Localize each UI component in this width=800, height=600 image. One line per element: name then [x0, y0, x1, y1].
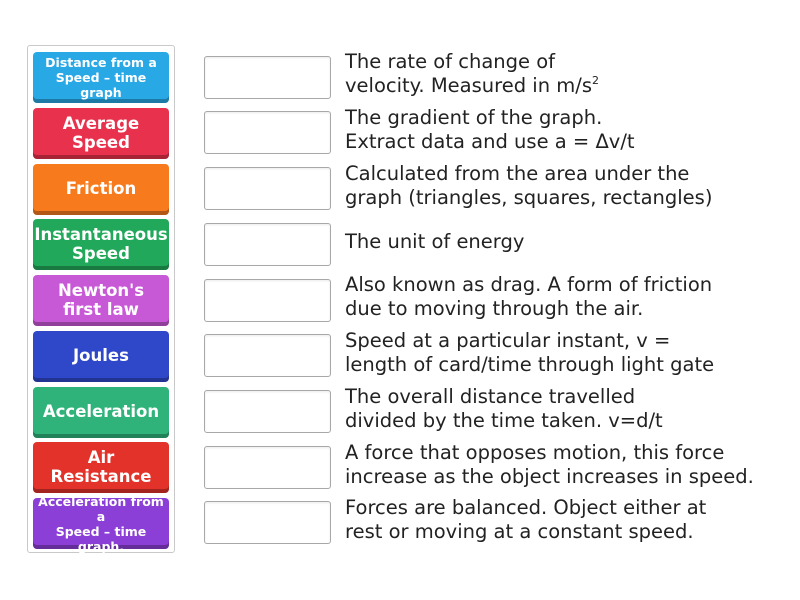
description-line: divided by the time taken. v=d/t	[345, 409, 663, 432]
description-line: The gradient of the graph.	[345, 106, 603, 129]
card-label-line: Instantaneous	[34, 224, 168, 244]
card-acceleration-from-graph[interactable]	[33, 493, 169, 554]
description-line: Calculated from the area under the	[345, 162, 690, 185]
card-acceleration[interactable]	[33, 387, 169, 438]
description-line: length of card/time through light gate	[345, 353, 715, 376]
description-drag	[345, 273, 785, 321]
drop-slot[interactable]	[204, 446, 331, 489]
description-line: A force that opposes motion, this force	[345, 441, 725, 464]
drop-slot[interactable]	[204, 390, 331, 433]
card-label-line: first law	[63, 299, 139, 319]
card-label-line: Average	[62, 113, 140, 133]
card-label-line: Distance from a	[45, 55, 157, 70]
description-line: The rate of change of	[345, 50, 556, 73]
card-newtons-first-law[interactable]	[33, 275, 169, 326]
drop-slot[interactable]	[204, 167, 331, 210]
card-label-line: Speed – time graph	[55, 70, 147, 100]
description-average-speed	[345, 385, 785, 433]
drop-slot[interactable]	[204, 56, 331, 99]
card-label-line: Friction	[65, 179, 137, 199]
card-instantaneous-speed[interactable]	[33, 219, 169, 270]
card-label-line: Acceleration	[42, 402, 160, 422]
description-area-under-graph	[345, 162, 785, 210]
description-line: rest or moving at a constant speed.	[345, 520, 694, 543]
drop-slot[interactable]	[204, 334, 331, 377]
description-line: The unit of energy	[345, 230, 525, 253]
card-label-line: Speed – time graph.	[55, 523, 147, 554]
description-line: Extract data and use a = Δv/t	[345, 130, 635, 153]
card-friction[interactable]	[33, 164, 169, 215]
description-line: increase as the object increases in speed.	[345, 465, 754, 488]
description-instant-speed	[345, 329, 785, 377]
card-label-line: Newton's	[57, 280, 145, 300]
card-distance-from-graph[interactable]	[33, 52, 169, 103]
card-label-line: Speed	[72, 132, 130, 152]
description-gradient	[345, 106, 785, 154]
drop-slot[interactable]	[204, 279, 331, 322]
description-line: Also known as drag. A form of friction	[345, 273, 713, 296]
description-line: velocity. Measured in m/s	[345, 74, 592, 97]
card-label-line: Speed	[72, 243, 130, 263]
superscript: 2	[591, 74, 599, 87]
description-newtons-first-law	[345, 496, 785, 544]
drop-slot[interactable]	[204, 111, 331, 154]
description-line: Speed at a particular instant, v =	[345, 329, 671, 352]
description-line: graph (triangles, squares, rectangles)	[345, 186, 713, 209]
card-average-speed[interactable]	[33, 108, 169, 159]
card-joules[interactable]	[33, 331, 169, 382]
card-label-line: Acceleration from a	[38, 493, 164, 524]
description-line: The overall distance travelled	[345, 385, 636, 408]
description-line: due to moving through the air.	[345, 297, 644, 320]
description-friction	[345, 441, 785, 489]
description-line: Forces are balanced. Object either at	[345, 496, 707, 519]
description-unit-of-energy	[345, 230, 785, 254]
card-air-resistance[interactable]	[33, 442, 169, 493]
description-acceleration-definition	[345, 50, 785, 98]
drop-slot[interactable]	[204, 501, 331, 544]
drop-slot[interactable]	[204, 223, 331, 266]
card-label-line: Air Resistance	[50, 447, 152, 486]
card-label-line: Joules	[73, 346, 129, 366]
